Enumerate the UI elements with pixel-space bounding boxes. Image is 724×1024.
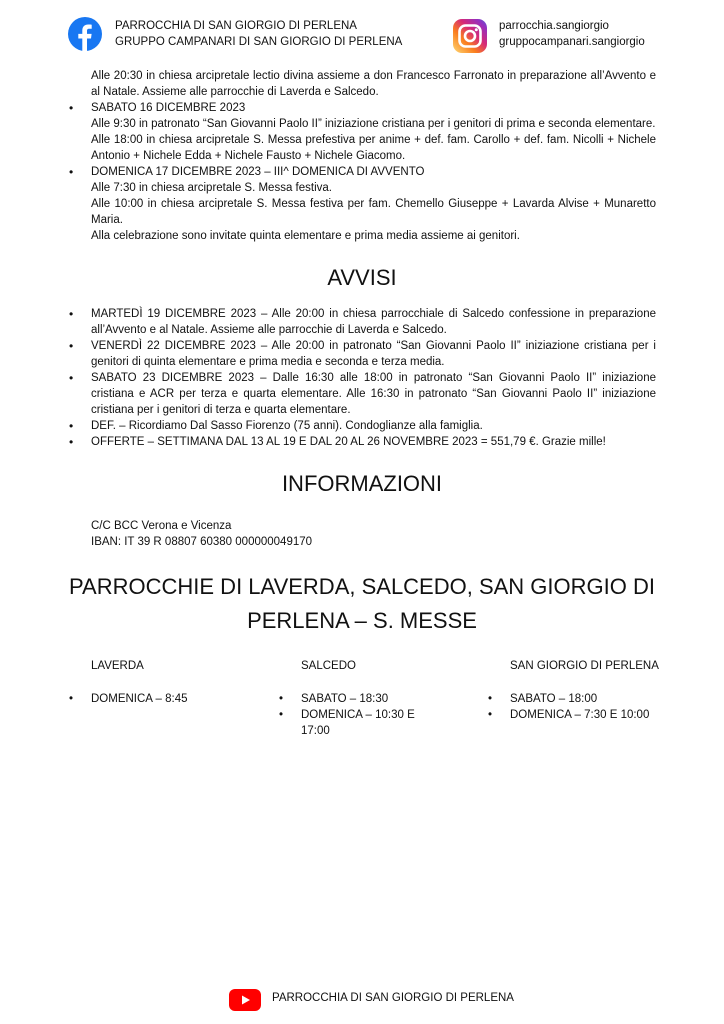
youtube-channel-name[interactable]: PARROCCHIA DI SAN GIORGIO DI PERLENA <box>272 992 514 1004</box>
facebook-icon[interactable] <box>68 17 102 51</box>
avviso-item: • MARTEDÌ 19 DICEMBRE 2023 – Alle 20:00 in chiesa parrocchiale di Salcedo confessione in preparazione all’Avvento e al Natale. Assieme alle parrocchie di Laverda e Salcedo. <box>91 306 656 338</box>
avvisi-heading: AVVISI <box>327 265 397 290</box>
column-title: SAN GIORGIO DI PERLENA <box>510 660 659 672</box>
bank-info <box>91 518 724 550</box>
instagram-icon[interactable] <box>452 18 488 54</box>
column-title: LAVERDA <box>91 660 144 672</box>
event-line: Alle 18:00 in chiesa arcipretale S. Messa prefestiva per anime + def. fam. Carollo + def. fam. Nicolli + Nichele Antonio + Nichele Edda + Nichele Fausto + Nichele Giacomo. <box>91 134 656 162</box>
avvisi-list <box>0 306 724 450</box>
event-item <box>91 100 656 164</box>
instagram-handle-parish[interactable]: parrocchia.sangiorgio <box>499 20 609 32</box>
youtube-icon[interactable] <box>229 989 261 1011</box>
schedule-item: • SABATO – 18:30 <box>301 691 441 707</box>
schedule-item: • SABATO – 18:00 <box>510 691 670 707</box>
schedule-column-san-giorgio <box>510 658 670 723</box>
avviso-item: • OFFERTE – SETTIMANA DAL 13 AL 19 E DAL 20 AL 26 NOVEMBRE 2023 = 551,79 €. Grazie mille! <box>91 434 656 450</box>
event-line: Alle 7:30 in chiesa arcipretale S. Messa festiva. <box>91 182 332 194</box>
event-line: Alle 10:00 in chiesa arcipretale S. Messa festiva per fam. Chemello Giuseppe + Lavarda Alvise + Munaretto Maria. <box>91 198 656 226</box>
intro-paragraph: Alle 20:30 in chiesa arcipretale lectio divina assieme a don Francesco Farronato in preparazione all’Avvento e al Natale. Assieme alle parrocchie di Laverda e Salcedo. <box>91 70 656 98</box>
avviso-item: • SABATO 23 DICEMBRE 2023 – Dalle 16:30 alle 18:00 in patronato “San Giovanni Paolo II” iniziazione cristiana e ACR per terza e quarta elementare. Alle 16:30 in patronato “San Giovanni Paolo II” iniziazione cristiana per i genitori di terza e quarta elementare. <box>91 370 656 418</box>
column-title: SALCEDO <box>301 660 356 672</box>
event-title: • DOMENICA 17 DICEMBRE 2023 – III^ DOMENICA DI AVVENTO <box>91 166 425 178</box>
iban: IBAN: IT 39 R 08807 60380 000000049170 <box>91 536 313 548</box>
schedule-item: • DOMENICA – 7:30 E 10:00 <box>510 707 670 723</box>
page-header <box>0 14 724 58</box>
messe-heading: PARROCCHIE DI LAVERDA, SALCEDO, SAN GIORGIO DI PERLENA – S. MESSE <box>69 574 655 633</box>
avviso-item: • VENERDÌ 22 DICEMBRE 2023 – Alle 20:00 in patronato “San Giovanni Paolo II” iniziazione cristiana per i genitori di quinta elementare e prima media e seconda e terza media. <box>91 338 656 370</box>
events-list <box>0 100 724 244</box>
schedule-item: • DOMENICA – 10:30 E 17:00 <box>301 707 426 739</box>
schedule-column-salcedo <box>301 658 441 739</box>
event-title: • SABATO 16 DICEMBRE 2023 <box>91 102 246 114</box>
event-line: Alle 9:30 in patronato “San Giovanni Paolo II” iniziazione cristiana per i genitori di prima e seconda elementare. <box>91 118 656 130</box>
event-item <box>91 164 656 244</box>
schedule-column-laverda <box>91 658 231 707</box>
header-parish-name: PARROCCHIA DI SAN GIORGIO DI PERLENA <box>115 20 357 32</box>
main-content <box>0 68 724 758</box>
bank-name: C/C BCC Verona e Vicenza <box>91 520 232 532</box>
schedule-item: • DOMENICA – 8:45 <box>91 691 231 707</box>
instagram-handle-group[interactable]: gruppocampanari.sangiorgio <box>499 36 645 48</box>
page-footer <box>0 988 724 1010</box>
header-right-text <box>499 18 645 50</box>
event-line: Alla celebrazione sono invitate quinta elementare e prima media assieme ai genitori. <box>91 230 520 242</box>
avviso-item: • DEF. – Ricordiamo Dal Sasso Fiorenzo (75 anni). Condoglianze alla famiglia. <box>91 418 656 434</box>
header-left-text <box>115 18 402 50</box>
informazioni-heading: INFORMAZIONI <box>281 471 443 496</box>
header-group-name: GRUPPO CAMPANARI DI SAN GIORGIO DI PERLENA <box>115 36 403 48</box>
messe-schedule <box>0 658 724 758</box>
